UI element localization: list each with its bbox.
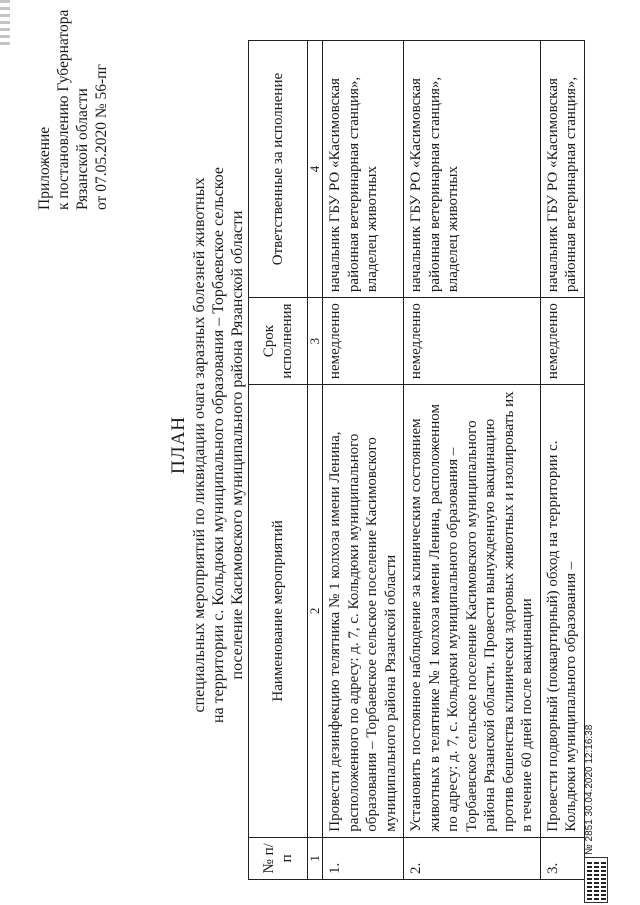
row-action: Установить постоянное наблюдение за клиническим состоянием животных в телятнике № 1 колхоза имени Ленина, расположенном по адресу: д. 7, с. Кольдюки муниципального образования – Торбаевское сельское поселение Касимовского муниципального района Рязанской области. Провести вынужденную вакцинацию против бешенства клинически здоровых животных и изолировать их в течение 60 дней после вакцинации [404, 385, 541, 838]
document-title: ПЛАН [168, 415, 189, 475]
row-responsible: начальник ГБУ РО «Касимовская районная ветеринарная станция», владелец животных [404, 41, 541, 298]
table-row [540, 41, 584, 880]
row-number: 3. [540, 837, 584, 879]
row-deadline: немедленно [323, 298, 404, 385]
barcode-stamp [584, 857, 608, 903]
column-index: 4 [308, 41, 323, 298]
row-deadline: немедленно [540, 298, 584, 385]
table-row [404, 41, 541, 880]
document-subtitle: поселение Касимовского муниципального района Рязанской области [229, 210, 246, 680]
appendix-line: от 07.05.2020 № 56-пг [93, 64, 110, 210]
row-number: 2. [404, 837, 541, 879]
document-subtitle: специальных мероприятий по ликвидации очага заразных болезней животных [191, 177, 208, 713]
row-action: Провести подворный (поквартирный) обход на территории с. Кольдюки муниципального образования – [540, 385, 584, 838]
row-deadline: немедленно [404, 298, 541, 385]
appendix-line: Рязанской области [74, 88, 91, 210]
appendix-line: Приложение [36, 126, 53, 210]
header-deadline: Срок исполнения [249, 298, 308, 385]
header-action: Наименование мероприятий [249, 385, 308, 838]
row-responsible: начальник ГБУ РО «Касимовская районная ветеринарная станция», владелец животных [323, 41, 404, 298]
column-index: 1 [308, 837, 323, 879]
table-row [323, 41, 404, 880]
scan-artifact [0, 0, 10, 45]
header-number: № п/п [249, 837, 308, 879]
measures-table [248, 40, 585, 880]
appendix-block [35, 10, 111, 210]
row-number: 1. [323, 837, 404, 879]
table-header-row [249, 41, 308, 880]
registration-stamp: № 2851 30.04.2020 12:16:38 [584, 724, 595, 855]
column-index: 2 [308, 385, 323, 838]
row-action: Провести дезинфекцию телятника № 1 колхоза имени Ленина, расположенного по адресу: д. 7, с. Кольдюки муниципального образования – Торбаевское сельское поселение Касимовского муниципального района Рязанской области [323, 385, 404, 838]
column-number-row [308, 41, 323, 880]
header-responsible: Ответственные за исполнение [249, 41, 308, 298]
column-index: 3 [308, 298, 323, 385]
row-responsible: начальник ГБУ РО «Касимовская районная ветеринарная станция», [540, 41, 584, 298]
appendix-line: к постановлению Губернатора [55, 9, 72, 210]
document-subtitle: на территории с. Кольдюки муниципального образования – Торбаевское сельское [210, 166, 227, 724]
